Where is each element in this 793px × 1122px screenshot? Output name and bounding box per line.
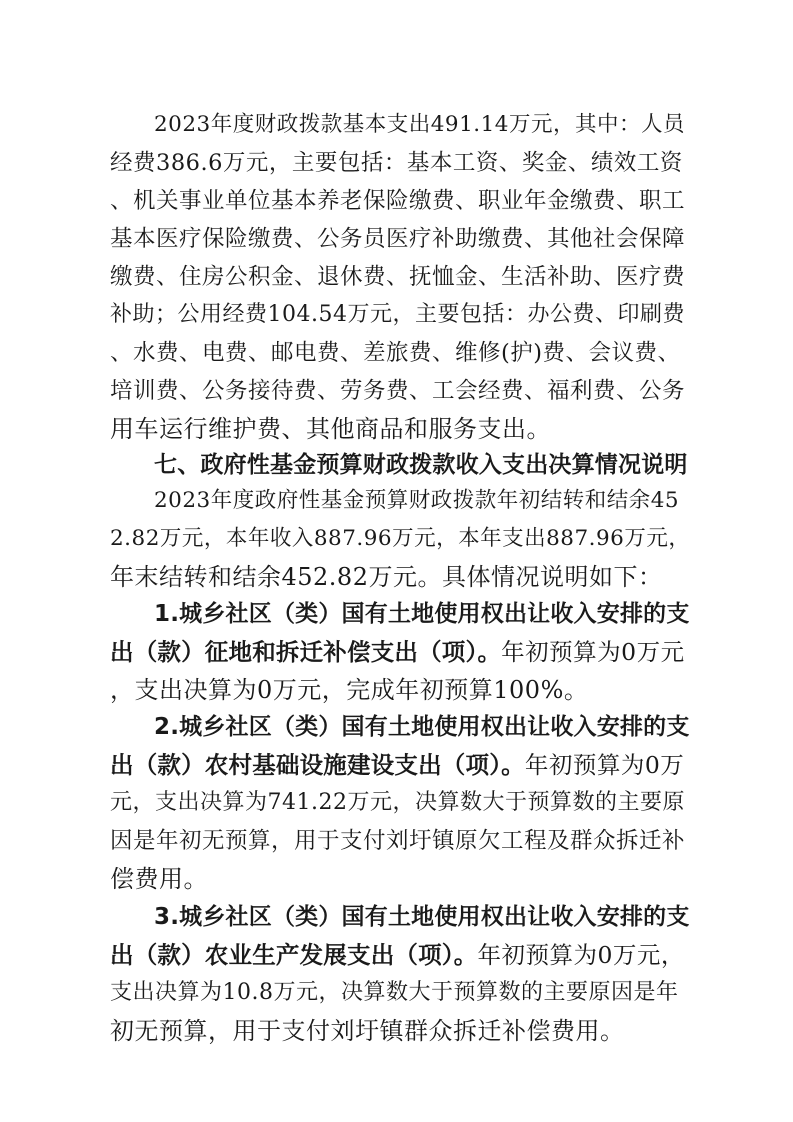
basic-expenditure-line-9: 用车运行维护费、其他商品和服务支出。 xyxy=(110,415,551,443)
item1-line-2 xyxy=(110,632,690,672)
item3-line-2-bold: 出（款）农业生产发展支出（项）。 xyxy=(110,941,478,969)
basic-expenditure-line-7: 、水费、电费、邮电费、差旅费、维修(护)费、会议费、 xyxy=(110,340,681,366)
basic-expenditure-line-3: 、机关事业单位基本养老保险缴费、职业年金缴费、职工 xyxy=(110,188,686,214)
item2-line-4: 因是年初无预算，用于支付刘圩镇原欠工程及群众拆迁补 xyxy=(110,828,686,854)
item1-line-2-bold: 出（款）征地和拆迁补偿支出（项）。 xyxy=(110,638,502,666)
item3-line-3: 支出决算为10.8万元，决算数大于预算数的主要原因是年 xyxy=(110,980,679,1005)
item3-line-1: 3.城乡社区（类）国有土地使用权出让收入安排的支 xyxy=(154,904,690,930)
item2-line-3: 元，支出决算为741.22万元，决算数大于预算数的主要原 xyxy=(110,790,685,815)
fund-summary-line-3: 年末结转和结余452.82万元。具体情况说明如下： xyxy=(110,563,663,591)
item2-line-1: 2.城乡社区（类）国有土地使用权出让收入安排的支 xyxy=(154,714,690,740)
item2-line-2-bold: 出（款）农村基础设施建设支出（项）。 xyxy=(110,751,525,779)
item2-line-2-normal: 年初预算为0万 xyxy=(524,751,685,779)
basic-expenditure-line-1: 2023年度财政拨款基本支出491.14万元，其中：人员 xyxy=(154,112,685,137)
basic-expenditure-line-2: 经费386.6万元，主要包括：基本工资、奖金、绩效工资 xyxy=(110,150,683,176)
fund-summary-line-2: 2.82万元，本年收入887.96万元，本年支出887.96万元， xyxy=(110,526,691,551)
item3-line-4: 初无预算，用于支付刘圩镇群众拆迁补偿费用。 xyxy=(110,1017,625,1045)
item3-line-2-normal: 年初预算为0万元， xyxy=(477,941,685,969)
fund-summary-line-1: 2023年度政府性基金预算财政拨款年初结转和结余45 xyxy=(154,488,680,513)
item1-line-3: ，支出决算为0万元，完成年初预算100%。 xyxy=(110,676,589,704)
basic-expenditure-line-4: 基本医疗保险缴费、公务员医疗补助缴费、其他社会保障 xyxy=(110,226,686,252)
basic-expenditure-line-5: 缴费、住房公积金、退休费、抚恤金、生活补助、医疗费 xyxy=(110,264,686,290)
item2-line-5: 偿费用。 xyxy=(110,865,208,893)
basic-expenditure-line-8: 培训费、公务接待费、劳务费、工会经费、福利费、公务 xyxy=(110,378,686,404)
section-heading: 七、政府性基金预算财政拨款收入支出决算情况说明 xyxy=(154,452,688,478)
item3-line-2 xyxy=(110,935,690,975)
basic-expenditure-line-6: 补助；公用经费104.54万元，主要包括：办公费、印刷费 xyxy=(110,302,685,327)
item1-line-1: 1.城乡社区（类）国有土地使用权出让收入安排的支 xyxy=(154,601,690,627)
item2-line-2 xyxy=(110,745,690,785)
item1-line-2-normal: 年初预算为0万元 xyxy=(501,638,685,666)
